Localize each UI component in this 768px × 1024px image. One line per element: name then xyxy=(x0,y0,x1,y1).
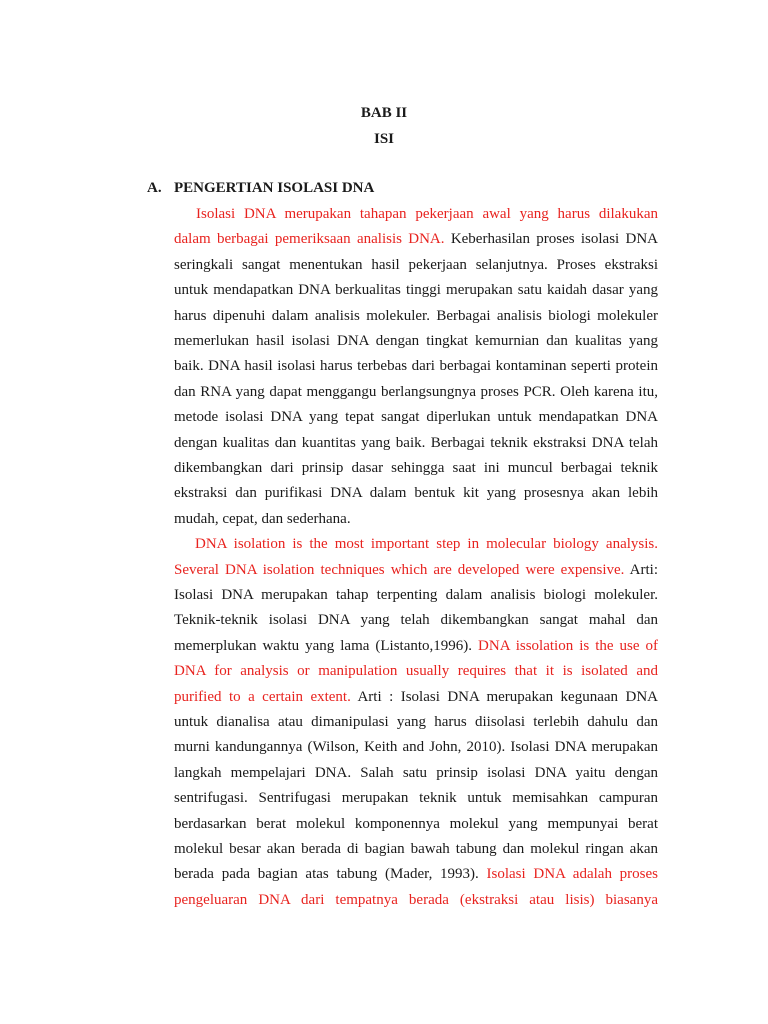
body-line xyxy=(174,332,658,350)
highlighted-text: purified to a certain extent. xyxy=(174,689,351,705)
section-number: A. xyxy=(147,180,162,196)
body-text-segment: untuk mendapatkan DNA berkualitas tinggi merupakan satu kaidah dasar yang xyxy=(174,282,658,298)
highlighted-text: Isolasi DNA adalah proses xyxy=(478,866,658,882)
highlighted-text: pengeluaran DNA dari tempatnya berada (ekstraksi atau lisis) biasanya xyxy=(174,892,658,908)
body-line xyxy=(174,738,658,756)
body-line xyxy=(174,561,658,579)
body-line xyxy=(174,637,658,655)
body-text-segment: baik. DNA hasil isolasi harus terbebas dari berbagai kontaminan seperti protein xyxy=(174,358,658,374)
body-line xyxy=(174,281,658,299)
body-line xyxy=(195,535,658,553)
body-line xyxy=(174,815,658,833)
body-text-segment: memerplukan waktu yang lama (Listanto,1996). xyxy=(174,638,473,654)
body-line xyxy=(174,713,658,731)
body-text-segment: Arti: xyxy=(624,562,658,578)
body-text-segment: murni kandungannya (Wilson, Keith and John, 2010). Isolasi DNA merupakan xyxy=(174,739,658,755)
body-text-segment: memerlukan hasil isolasi DNA dengan tingkat kemurnian dan kualitas yang xyxy=(174,333,658,349)
body-line xyxy=(174,357,658,375)
chapter-title: ISI xyxy=(373,131,395,147)
body-text-segment: sentrifugasi. Sentrifugasi merupakan teknik untuk memisahkan campuran xyxy=(174,790,658,806)
body-line xyxy=(174,383,658,401)
body-text-segment: dikembangkan dari prinsip dasar sehingga saat ini muncul berbagai teknik xyxy=(174,460,658,476)
body-text-segment: harus dipenuhi dalam analisis molekuler. Berbagai analisis biologi molekuler xyxy=(174,308,658,324)
section-title: PENGERTIAN ISOLASI DNA xyxy=(174,180,375,196)
body-text-segment: berdasarkan berat molekul komponennya molekul yang mempunyai berat xyxy=(174,816,658,832)
highlighted-text: DNA for analysis or manipulation usually requires that it is isolated and xyxy=(174,663,658,679)
body-text-segment: dan RNA yang dapat menggangu berlangsungnya proses PCR. Oleh karena itu, xyxy=(174,384,658,400)
body-line xyxy=(174,840,658,858)
body-text-segment: seringkali sangat menentukan hasil pekerjaan selanjutnya. Proses ekstraksi xyxy=(174,257,658,273)
body-text-segment: Arti : Isolasi DNA merupakan kegunaan DNA xyxy=(350,689,658,705)
body-text-segment: Teknik-teknik isolasi DNA yang telah dikembangkan sangat mahal dan xyxy=(174,612,658,628)
body-text-segment: untuk dianalisa atau dimanipulasi yang harus diisolasi terlebih dahulu dan xyxy=(174,714,658,730)
highlighted-text: Isolasi DNA merupakan tahapan pekerjaan awal yang harus dilakukan xyxy=(196,206,658,222)
body-line xyxy=(174,408,658,426)
body-line xyxy=(174,789,658,807)
highlighted-text: Several DNA isolation techniques which are developed were expensive. xyxy=(174,562,625,578)
body-text-segment: dengan kualitas dan kuantitas yang baik. Berbagai teknik ekstraksi DNA telah xyxy=(174,435,658,451)
highlighted-text: DNA isolation is the most important step in molecular biology analysis. xyxy=(195,536,658,552)
body-text-segment: ekstraksi dan purifikasi DNA dalam bentuk kit yang prosesnya akan lebih xyxy=(174,485,658,501)
section-heading xyxy=(147,179,374,197)
body-line xyxy=(174,865,658,883)
body-text-segment: Isolasi DNA merupakan tahap terpenting dalam analisis biologi molekuler. xyxy=(174,587,658,603)
chapter-number: BAB II xyxy=(360,105,408,121)
highlighted-text: DNA issolation is the use of xyxy=(472,638,658,654)
body-text-segment: metode isolasi DNA yang tepat sangat diperlukan untuk mendapatkan DNA xyxy=(174,409,658,425)
body-line xyxy=(174,459,658,477)
body-text-segment: mudah, cepat, dan sederhana. xyxy=(174,511,351,527)
body-line xyxy=(174,764,658,782)
body-line xyxy=(174,256,658,274)
body-line xyxy=(174,230,658,248)
body-line xyxy=(174,688,658,706)
body-text-segment: langkah mempelajari DNA. Salah satu prinsip isolasi DNA yaitu dengan xyxy=(174,765,658,781)
body-line xyxy=(174,484,658,502)
body-line xyxy=(174,307,658,325)
highlighted-text: dalam berbagai pemeriksaan analisis DNA. xyxy=(174,231,445,247)
body-line xyxy=(196,205,658,223)
body-line xyxy=(174,611,658,629)
body-line xyxy=(174,434,658,452)
body-line xyxy=(174,891,658,909)
body-text-segment: molekul besar akan berada di bagian bawah tabung dan molekul ringan akan xyxy=(174,841,658,857)
body-line xyxy=(174,586,658,604)
body-text-segment: berada pada bagian atas tabung (Mader, 1993). xyxy=(174,866,479,882)
body-line xyxy=(174,510,658,528)
body-text-segment: Keberhasilan proses isolasi DNA xyxy=(444,231,658,247)
body-line xyxy=(174,662,658,680)
